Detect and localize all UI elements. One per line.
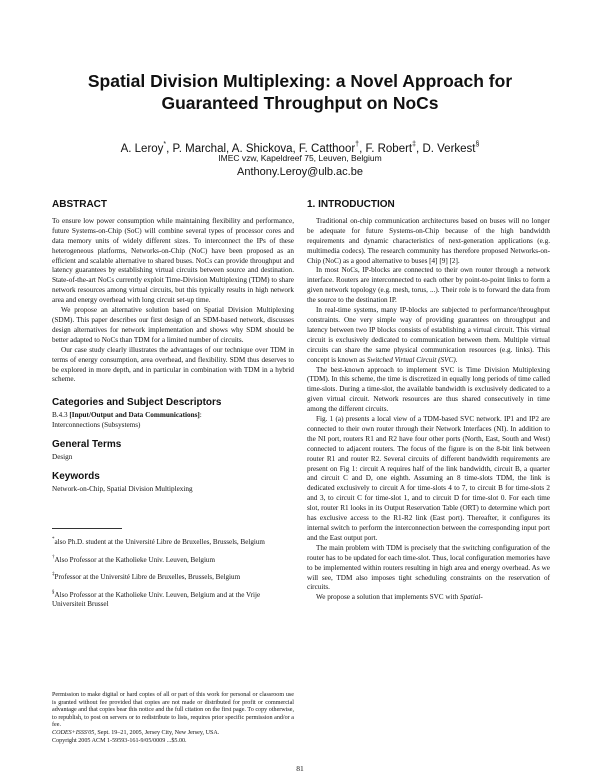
intro-paragraph: In most NoCs, IP-blocks are connected to their own router through a network interface. Routers are interconnected to each other by point-to-point links to form a given network topology (e.g. mesh, torus, ...). Their role is to forward the data from the source to the destination IP.	[307, 266, 550, 305]
intro-paragraph: Fig. 1 (a) presents a local view of a TDM-based SVC network. IP1 and IP2 are connected to their own router through their Network Interfaces (NI). In addition to the NI port, routers R1 and R2 have four other ports (North, East, South and West) connected to adjacent routers. The focus of the figure is on the 8-bit link between router R1 and router R2. Several circuits of different bandwidth requirements are present on Fig 1: circuit A requires half of the link bandwidth, circuit B, a quarter and circuit C and D, one eighth. Assuming an 8 time-slots TDM, the link is dedicated exclusively to circuit A for time-slots 4 to 7, to circuit B for time-slots 2 and 3, to circuit C for time-slot 1, and to circuit D for time-slot 0. For each time slot, router R1 looks in its Output Reservation Table (ORT) to determine which port has exclusive access to the R1-R2 link (East port). Thereafter, it configures its internal switch to perform the interconnection between the corresponding input port and the East output port.	[307, 415, 550, 542]
intro-text: In real-time systems, many IP-blocks are subjected to performance/throughput constraints. One very simple way of providing guarantees on throughput and latency between two IP blocks consists of establishing a virtual circuit. This virtual circuit is exclusively dedicated to communication between them. Multiple virtual circuits can share the same physical communication resources (e.g. links). This concept is known as	[307, 306, 550, 364]
permission-block	[52, 692, 294, 745]
categories-heading: Categories and Subject Descriptors	[52, 397, 222, 409]
venue-name: CODES+ISSS'05,	[52, 729, 96, 736]
intro-italic-term: Switched Virtual Circuit (SVC).	[366, 355, 458, 364]
copyright-line: Copyright 2005 ACM 1-59593-161-9/05/0009 ...$5.00.	[52, 737, 187, 744]
author-name: A. Shickova	[231, 143, 293, 155]
footnote-text: also Ph.D. student at the Université Libre de Bruxelles, Brussels, Belgium	[54, 538, 265, 546]
paper-title	[40, 70, 560, 114]
keywords-heading: Keywords	[52, 470, 100, 482]
author-name: P. Marchal	[172, 143, 227, 155]
affiliation: IMEC vzw, Kapeldreef 75, Leuven, Belgium	[218, 153, 382, 163]
venue-details: Sept. 19–21, 2005, Jersey City, New Jersey, USA.	[97, 729, 220, 736]
footnote	[52, 553, 294, 566]
category-line: B.4.3 [Input/Output and Data Communications]:	[52, 411, 202, 420]
abstract-paragraph: We propose an alternative solution based on Spatial Division Multiplexing (SDM). This paper describes our first design of an SDM-based network, discusses design alternatives for network implementation and shows why SDM should be better adapted to NoCs than TDM for a limited number of circuits.	[52, 306, 294, 344]
footnote-text: Also Professor at the Katholieke Univ. Leuven, Belgium and at the Vrije Universiteit Brussel	[52, 590, 261, 609]
footnote	[52, 588, 294, 610]
keywords-text: Network-on-Chip, Spatial Division Multiplexing	[52, 484, 193, 493]
title-line-1: Spatial Division Multiplexing: a Novel Approach for	[87, 71, 513, 91]
footnotes	[52, 535, 294, 615]
abstract-paragraph: To ensure low power consumption while maintaining flexibility and performance, future Systems-on-Chip (SoC) will combine several types of processor cores and data memory units of widely different sizes. To interconnect the IPs of these heterogeneous platforms, Networks-on-Chip (NoC) have been proposed as an efficient and scalable alternative to shared buses. NoCs can provide throughput and latency guarantees by establishing virtual circuits between source and destination. State-of-the-art NoCs currently exploit Time-Division Multiplexing (TDM) to share network resources among virtual circuits, but this typically results in high network area and energy overhead with long circuit set-up time.	[52, 216, 294, 305]
footnote-rule	[52, 528, 122, 529]
title-line-2: Guaranteed Throughput on NoCs	[161, 93, 439, 113]
category-sub: Interconnections (Subsystems)	[52, 421, 141, 430]
intro-paragraph	[307, 306, 550, 365]
footnote-mark: †	[52, 554, 55, 560]
general-terms-heading: General Terms	[52, 439, 122, 451]
author-mark: §	[475, 141, 480, 148]
author-name: D. Verkest	[422, 143, 476, 155]
category-code: B.4.3	[52, 411, 68, 420]
author-list: A. Leroy*, P. Marchal, A. Shickova, F. Catthoor†, F. Robert‡, D. Verkest§	[120, 141, 480, 155]
intro-italic-term: Spatial-	[459, 593, 483, 602]
footnote-text: Also Professor at the Katholieke Univ. Leuven, Belgium	[54, 555, 215, 564]
author-name: F. Robert	[365, 143, 413, 155]
intro-text: We propose a solution that implements SVC with	[316, 593, 460, 602]
right-column	[307, 200, 550, 603]
author-mark: ‡	[412, 141, 417, 148]
abstract-paragraph: Our case study clearly illustrates the advantages of our technique over TDM in terms of energy consumption, area overhead, and flexibility. SDM thus deserves to be explored in more depth, and in particular in combination with TDM in a hybrid scheme.	[52, 345, 294, 384]
footnote-mark: *	[52, 537, 55, 542]
author-name: F. Catthoor	[298, 143, 356, 155]
author-name: A. Leroy	[120, 143, 164, 155]
category-name: [Input/Output and Data Communications]	[69, 411, 200, 420]
permission-text: Permission to make digital or hard copies of all or part of this work for personal or classroom use is granted without fee provided that copies are not made or distributed for profit or commercial advantage and that copies bear this notice and the full citation on the first page. To copy otherwise, to republish, to post on servers or to redistribute to lists, requires prior specific permission and/or a fee.	[52, 692, 294, 729]
intro-paragraph: The best-known approach to implement SVC is Time Division Multiplexing (TDM). In this scheme, the time is discretized in equally long periods of time called time-slots. During a time-slot, the available bandwidth is exclusively dedicated to a given virtual circuit. Network resources are thus shared consecutively in time among the different circuits.	[307, 365, 550, 414]
author-mark: †	[355, 141, 360, 148]
footnote-text: Professor at the Université Libre de Bruxelles, Brussels, Belgium	[54, 573, 241, 582]
abstract-heading: ABSTRACT	[52, 199, 107, 210]
intro-paragraph	[307, 593, 550, 603]
general-terms-text: Design	[52, 452, 73, 461]
footnote-mark: §	[52, 589, 55, 595]
intro-paragraph: The main problem with TDM is precisely that the switching configuration of the router has to be updated for each time-slot. Thus, local configuration memories have to be implemented within routers resulting in high area and energy overhead. As we will see, TDM also imposes tight scheduling constraints on the reservation of circuits.	[307, 543, 550, 592]
author-mark: *	[163, 141, 167, 148]
footnote	[52, 570, 294, 583]
author-email: Anthony.Leroy@ulb.ac.be	[237, 166, 363, 178]
intro-heading: 1. INTRODUCTION	[307, 199, 395, 210]
page-number: 81	[296, 764, 304, 773]
left-column	[52, 200, 294, 495]
footnote-mark: ‡	[52, 572, 55, 578]
intro-paragraph: Traditional on-chip communication architectures based on buses will no longer be adequate for future Systems-on-Chip because of the high bandwidth requirements and dynamic characteristics of next-generation applications (e.g. multimedia codecs). The research community has therefore proposed Networks-on-Chip (NoC) as a good alternative to buses [4] [9] [2].	[307, 216, 550, 265]
footnote	[52, 535, 294, 548]
